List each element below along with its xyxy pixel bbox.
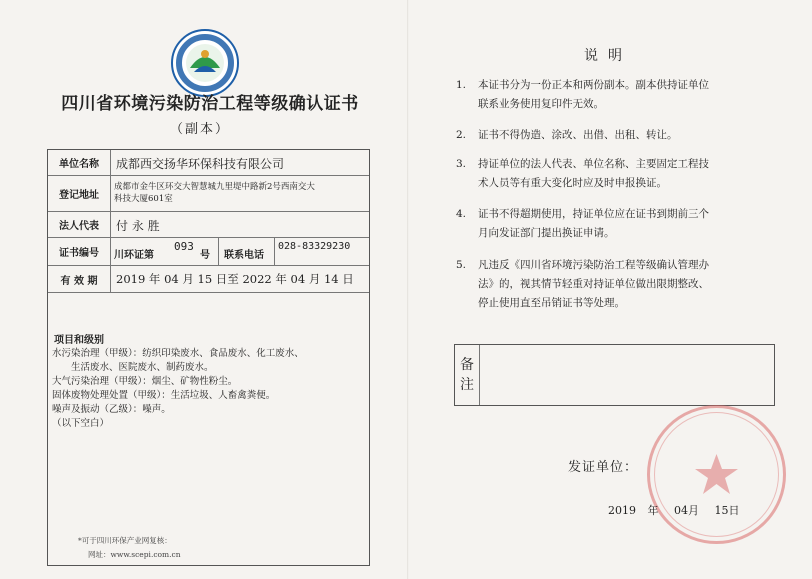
association-logo-icon bbox=[170, 28, 240, 98]
instruction-line: 法》的，视其情节轻重对持证单位做出限期整改、 bbox=[478, 278, 709, 290]
unit-name-value: 成都西交扬华环保科技有限公司 bbox=[116, 157, 285, 171]
right-page bbox=[408, 0, 812, 579]
copy-subtitle: （副本） bbox=[169, 122, 230, 137]
cert-number-suffix: 号 bbox=[200, 250, 210, 261]
scope-heading: 项目和级别 bbox=[54, 335, 104, 346]
issue-day: 15日 bbox=[714, 504, 740, 517]
remarks-label-char-1: 备 bbox=[460, 357, 474, 373]
instruction-line: 月向发证部门提出换证申请。 bbox=[478, 227, 615, 239]
legal-rep-label: 法人代表 bbox=[48, 212, 111, 237]
unit-name-label: 单位名称 bbox=[48, 150, 111, 175]
issue-year: 2019 bbox=[608, 504, 636, 517]
issue-date bbox=[608, 502, 740, 518]
cert-number-cell bbox=[110, 238, 219, 265]
cert-number-value: 093 bbox=[174, 240, 194, 253]
certificate-title: 四川省环境污染防治工程等级确认证书 bbox=[61, 94, 359, 114]
instruction-item-2 bbox=[456, 126, 781, 146]
instruction-number: 1. bbox=[456, 79, 467, 91]
issue-year-unit: 年 bbox=[647, 504, 659, 517]
phone-label: 联系电话 bbox=[224, 250, 264, 261]
cert-number-prefix: 川环证第 bbox=[114, 250, 154, 261]
scope-line-4: 固体废物处理处置（甲级）：生活垃圾、人畜禽粪便。 bbox=[52, 390, 276, 401]
issuer-label: 发证单位： bbox=[568, 460, 639, 475]
scope-line-3: 大气污染治理（甲级）：烟尘、矿物性粉尘。 bbox=[52, 376, 238, 387]
instruction-item-3 bbox=[456, 155, 781, 195]
instruction-line: 证书不得超期使用，持证单位应在证书到期前三个 bbox=[478, 208, 709, 220]
official-red-seal-icon bbox=[644, 402, 789, 547]
cert-number-row bbox=[48, 238, 369, 266]
certificate-table bbox=[47, 149, 370, 566]
instruction-line: 本证书分为一份正本和两份副本。副本供持证单位 bbox=[478, 79, 709, 91]
instruction-line: 持证单位的法人代表、单位名称、主要固定工程技 bbox=[478, 158, 709, 170]
legal-rep-row bbox=[48, 212, 369, 238]
unit-name-row bbox=[48, 150, 369, 176]
instruction-number: 2. bbox=[456, 129, 467, 141]
address-line-2: 科技大厦601室 bbox=[114, 194, 173, 204]
remarks-label-char-2: 注 bbox=[460, 377, 474, 393]
address-line-1: 成都市金牛区环交大智慧城九里堤中路新2号西南交大 bbox=[114, 182, 315, 192]
remarks-label bbox=[455, 345, 480, 405]
phone-value: 028-83329230 bbox=[278, 241, 351, 252]
validity-label: 有 效 期 bbox=[48, 266, 111, 292]
footer-website: 网址：www.scepi.com.cn bbox=[88, 550, 181, 559]
scope-line-1: 水污染治理（甲级）：纺织印染废水、食品废水、化工废水、 bbox=[52, 348, 304, 359]
instruction-item-4 bbox=[456, 205, 781, 245]
validity-value: 2019 年 04 月 15 日至 2022 年 04 月 14 日 bbox=[116, 272, 354, 286]
address-value bbox=[114, 181, 364, 205]
instruction-line: 术人员等有重大变化时应及时申报换证。 bbox=[478, 177, 667, 189]
instruction-line: 停止使用直至吊销证书等处理。 bbox=[478, 297, 625, 309]
scope-line-6: （以下空白） bbox=[52, 418, 110, 429]
legal-rep-value: 付 永 胜 bbox=[116, 219, 160, 233]
instruction-number: 4. bbox=[456, 208, 467, 220]
phone-label-cell bbox=[219, 238, 275, 265]
instruction-item-1 bbox=[456, 76, 781, 116]
instruction-line: 联系业务使用复印件无效。 bbox=[478, 98, 604, 110]
remarks-box bbox=[454, 344, 775, 406]
instruction-item-5 bbox=[456, 256, 781, 316]
issue-month: 04月 bbox=[674, 504, 699, 517]
cert-number-label: 证书编号 bbox=[48, 238, 111, 265]
scope-line-5: 噪声及振动（乙级）：噪声。 bbox=[52, 404, 171, 415]
instruction-number: 3. bbox=[456, 158, 467, 170]
address-row bbox=[48, 176, 369, 212]
instruction-line: 凡违反《四川省环境污染防治工程等级确认管理办 bbox=[478, 259, 709, 271]
scope-line-2: 生活废水、医院废水、制药废水。 bbox=[52, 362, 214, 373]
validity-row bbox=[48, 266, 369, 293]
instruction-line: 证书不得伪造、涂改、出借、出租、转让。 bbox=[478, 129, 678, 141]
instructions-title: 说明 bbox=[584, 48, 632, 64]
instruction-number: 5. bbox=[456, 259, 467, 271]
footer-verify-note: *可于四川环保产业网复核： bbox=[78, 536, 172, 545]
address-label: 登记地址 bbox=[48, 176, 111, 211]
